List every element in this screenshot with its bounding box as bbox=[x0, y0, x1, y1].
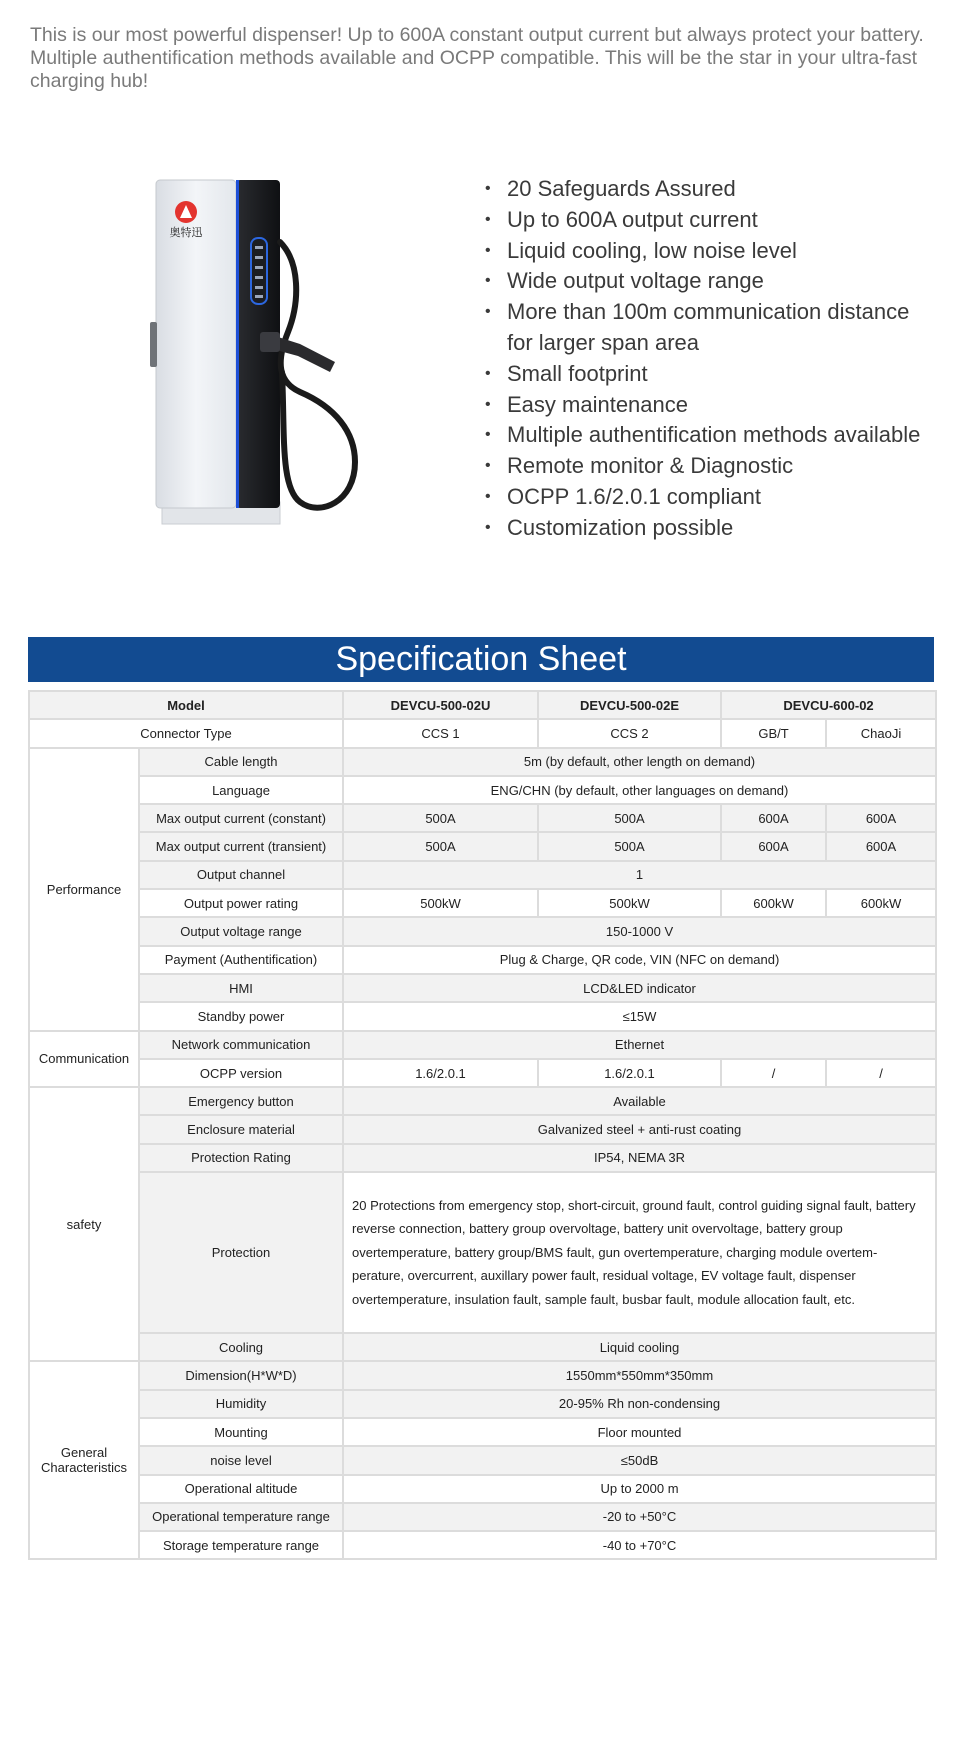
table-row bbox=[29, 1087, 936, 1115]
row-label: Protection bbox=[139, 1172, 343, 1333]
charging-cable bbox=[280, 242, 355, 508]
table-cell: 500A bbox=[538, 832, 721, 860]
table-cell: / bbox=[826, 1059, 936, 1087]
table-row bbox=[29, 1531, 936, 1559]
table-cell: / bbox=[721, 1059, 826, 1087]
table-cell: 1.6/2.0.1 bbox=[538, 1059, 721, 1087]
feature-item: • More than 100m communication distance for larger span area bbox=[485, 297, 920, 359]
row-label: Mounting bbox=[139, 1418, 343, 1446]
table-cell: Up to 2000 m bbox=[343, 1475, 936, 1503]
table-row bbox=[29, 974, 936, 1002]
row-label: Cooling bbox=[139, 1333, 343, 1361]
table-cell: Floor mounted bbox=[343, 1418, 936, 1446]
table-row bbox=[29, 691, 936, 719]
category-safety: safety bbox=[29, 1087, 139, 1361]
row-label: Protection Rating bbox=[139, 1144, 343, 1172]
row-label: Operational temperature range bbox=[139, 1503, 343, 1531]
table-cell: 5m (by default, other length on demand) bbox=[343, 748, 936, 776]
header-model-1: DEVCU-500-02U bbox=[343, 691, 538, 719]
header-model: Model bbox=[29, 691, 343, 719]
table-row bbox=[29, 1002, 936, 1030]
row-label: Humidity bbox=[139, 1390, 343, 1418]
charging-gun bbox=[276, 337, 335, 372]
table-cell: LCD&LED indicator bbox=[343, 974, 936, 1002]
table-row bbox=[29, 946, 936, 974]
spec-sheet-title: Specification Sheet bbox=[28, 637, 934, 682]
table-cell: 500kW bbox=[538, 889, 721, 917]
header-model-3: DEVCU-600-02 bbox=[721, 691, 936, 719]
table-cell: Liquid cooling bbox=[343, 1333, 936, 1361]
spec-table bbox=[28, 690, 937, 1560]
table-row bbox=[29, 1503, 936, 1531]
table-cell: -40 to +70°C bbox=[343, 1531, 936, 1559]
row-label: OCPP version bbox=[139, 1059, 343, 1087]
table-cell: Ethernet bbox=[343, 1031, 936, 1059]
row-label: Dimension(H*W*D) bbox=[139, 1361, 343, 1389]
table-cell: Galvanized steel + anti-rust coating bbox=[343, 1115, 936, 1143]
table-cell: 600kW bbox=[826, 889, 936, 917]
row-label: Enclosure material bbox=[139, 1115, 343, 1143]
row-label: HMI bbox=[139, 974, 343, 1002]
table-cell: CCS 2 bbox=[538, 719, 721, 747]
row-label: Max output current (transient) bbox=[139, 832, 343, 860]
table-row bbox=[29, 1144, 936, 1172]
row-label: Language bbox=[139, 776, 343, 804]
table-cell: Available bbox=[343, 1087, 936, 1115]
table-row bbox=[29, 1418, 936, 1446]
charger-product-image bbox=[150, 172, 410, 552]
table-cell: 1 bbox=[343, 861, 936, 889]
table-row bbox=[29, 1031, 936, 1059]
table-row bbox=[29, 804, 936, 832]
feature-item: • 20 Safeguards Assured bbox=[485, 174, 920, 205]
row-label: Payment (Authentification) bbox=[139, 946, 343, 974]
feature-item: • Up to 600A output current bbox=[485, 205, 920, 236]
feature-item: • Multiple authentification methods available bbox=[485, 420, 920, 451]
row-label: Max output current (constant) bbox=[139, 804, 343, 832]
row-label: Output channel bbox=[139, 861, 343, 889]
table-row bbox=[29, 889, 936, 917]
table-cell: Plug & Charge, QR code, VIN (NFC on demand) bbox=[343, 946, 936, 974]
table-row bbox=[29, 832, 936, 860]
feature-item: • Easy maintenance bbox=[485, 390, 920, 421]
table-cell: 1.6/2.0.1 bbox=[343, 1059, 538, 1087]
table-row bbox=[29, 748, 936, 776]
table-cell: 1550mm*550mm*350mm bbox=[343, 1361, 936, 1389]
feature-item: • Wide output voltage range bbox=[485, 266, 920, 297]
table-cell: 500A bbox=[538, 804, 721, 832]
category-performance: Performance bbox=[29, 748, 139, 1031]
row-label: noise level bbox=[139, 1446, 343, 1474]
table-cell: 600A bbox=[826, 832, 936, 860]
table-row bbox=[29, 1172, 936, 1333]
category-communication: Communication bbox=[29, 1031, 139, 1088]
feature-item: • Remote monitor & Diagnostic bbox=[485, 451, 920, 482]
table-cell: 150-1000 V bbox=[343, 917, 936, 945]
table-row bbox=[29, 1333, 936, 1361]
row-label: Storage temperature range bbox=[139, 1531, 343, 1559]
table-cell: GB/T bbox=[721, 719, 826, 747]
charger-accent-stripe bbox=[236, 180, 239, 508]
row-label: Cable length bbox=[139, 748, 343, 776]
protection-description: 20 Protections from emergency stop, short-circuit, ground fault, control guiding signal fault, battery reverse connection, battery group overvoltage, battery unit overvoltage, battery group overtemperature, battery group/BMS fault, gun overtemperature, charging module overtem-perature, overcurrent, auxillary power fault, residual voltage, EV voltage fault, dispenser overtemperature, insulation fault, sample fault, busbar fault, module allocation fault, etc. bbox=[343, 1172, 936, 1333]
table-row bbox=[29, 1390, 936, 1418]
table-cell: ENG/CHN (by default, other languages on demand) bbox=[343, 776, 936, 804]
table-cell: 500A bbox=[343, 804, 538, 832]
row-label: Standby power bbox=[139, 1002, 343, 1030]
feature-list bbox=[485, 174, 920, 544]
table-cell: 500kW bbox=[343, 889, 538, 917]
brand-logo-text: 奥特迅 bbox=[169, 226, 203, 239]
feature-item: • Liquid cooling, low noise level bbox=[485, 236, 920, 267]
row-label: Output voltage range bbox=[139, 917, 343, 945]
table-row bbox=[29, 1059, 936, 1087]
table-cell: 600kW bbox=[721, 889, 826, 917]
table-row bbox=[29, 776, 936, 804]
table-cell: ≤15W bbox=[343, 1002, 936, 1030]
table-cell: CCS 1 bbox=[343, 719, 538, 747]
table-cell: 600A bbox=[721, 804, 826, 832]
table-row bbox=[29, 1475, 936, 1503]
table-cell: 600A bbox=[826, 804, 936, 832]
table-row bbox=[29, 1361, 936, 1389]
table-row bbox=[29, 917, 936, 945]
table-cell: IP54, NEMA 3R bbox=[343, 1144, 936, 1172]
table-cell: ChaoJi bbox=[826, 719, 936, 747]
table-row bbox=[29, 861, 936, 889]
charger-handle bbox=[150, 322, 157, 367]
table-row bbox=[29, 1446, 936, 1474]
row-label: Network communication bbox=[139, 1031, 343, 1059]
table-row bbox=[29, 719, 936, 747]
row-label: Output power rating bbox=[139, 889, 343, 917]
row-label: Operational altitude bbox=[139, 1475, 343, 1503]
table-row bbox=[29, 1115, 936, 1143]
category-general: General Characteristics bbox=[29, 1361, 139, 1559]
feature-item: • OCPP 1.6/2.0.1 compliant bbox=[485, 482, 920, 513]
row-label: Emergency button bbox=[139, 1087, 343, 1115]
table-cell: -20 to +50°C bbox=[343, 1503, 936, 1531]
connector-type-label: Connector Type bbox=[29, 719, 343, 747]
intro-text: This is our most powerful dispenser! Up to 600A constant output current but always protect your battery. Multiple authentification methods available and OCPP compatible. This will be the star in your ultra-fast charging hub! bbox=[30, 24, 924, 92]
table-cell: ≤50dB bbox=[343, 1446, 936, 1474]
table-cell: 600A bbox=[721, 832, 826, 860]
feature-item: • Small footprint bbox=[485, 359, 920, 390]
header-model-2: DEVCU-500-02E bbox=[538, 691, 721, 719]
feature-item: • Customization possible bbox=[485, 513, 920, 544]
table-cell: 500A bbox=[343, 832, 538, 860]
table-cell: 20-95% Rh non-condensing bbox=[343, 1390, 936, 1418]
